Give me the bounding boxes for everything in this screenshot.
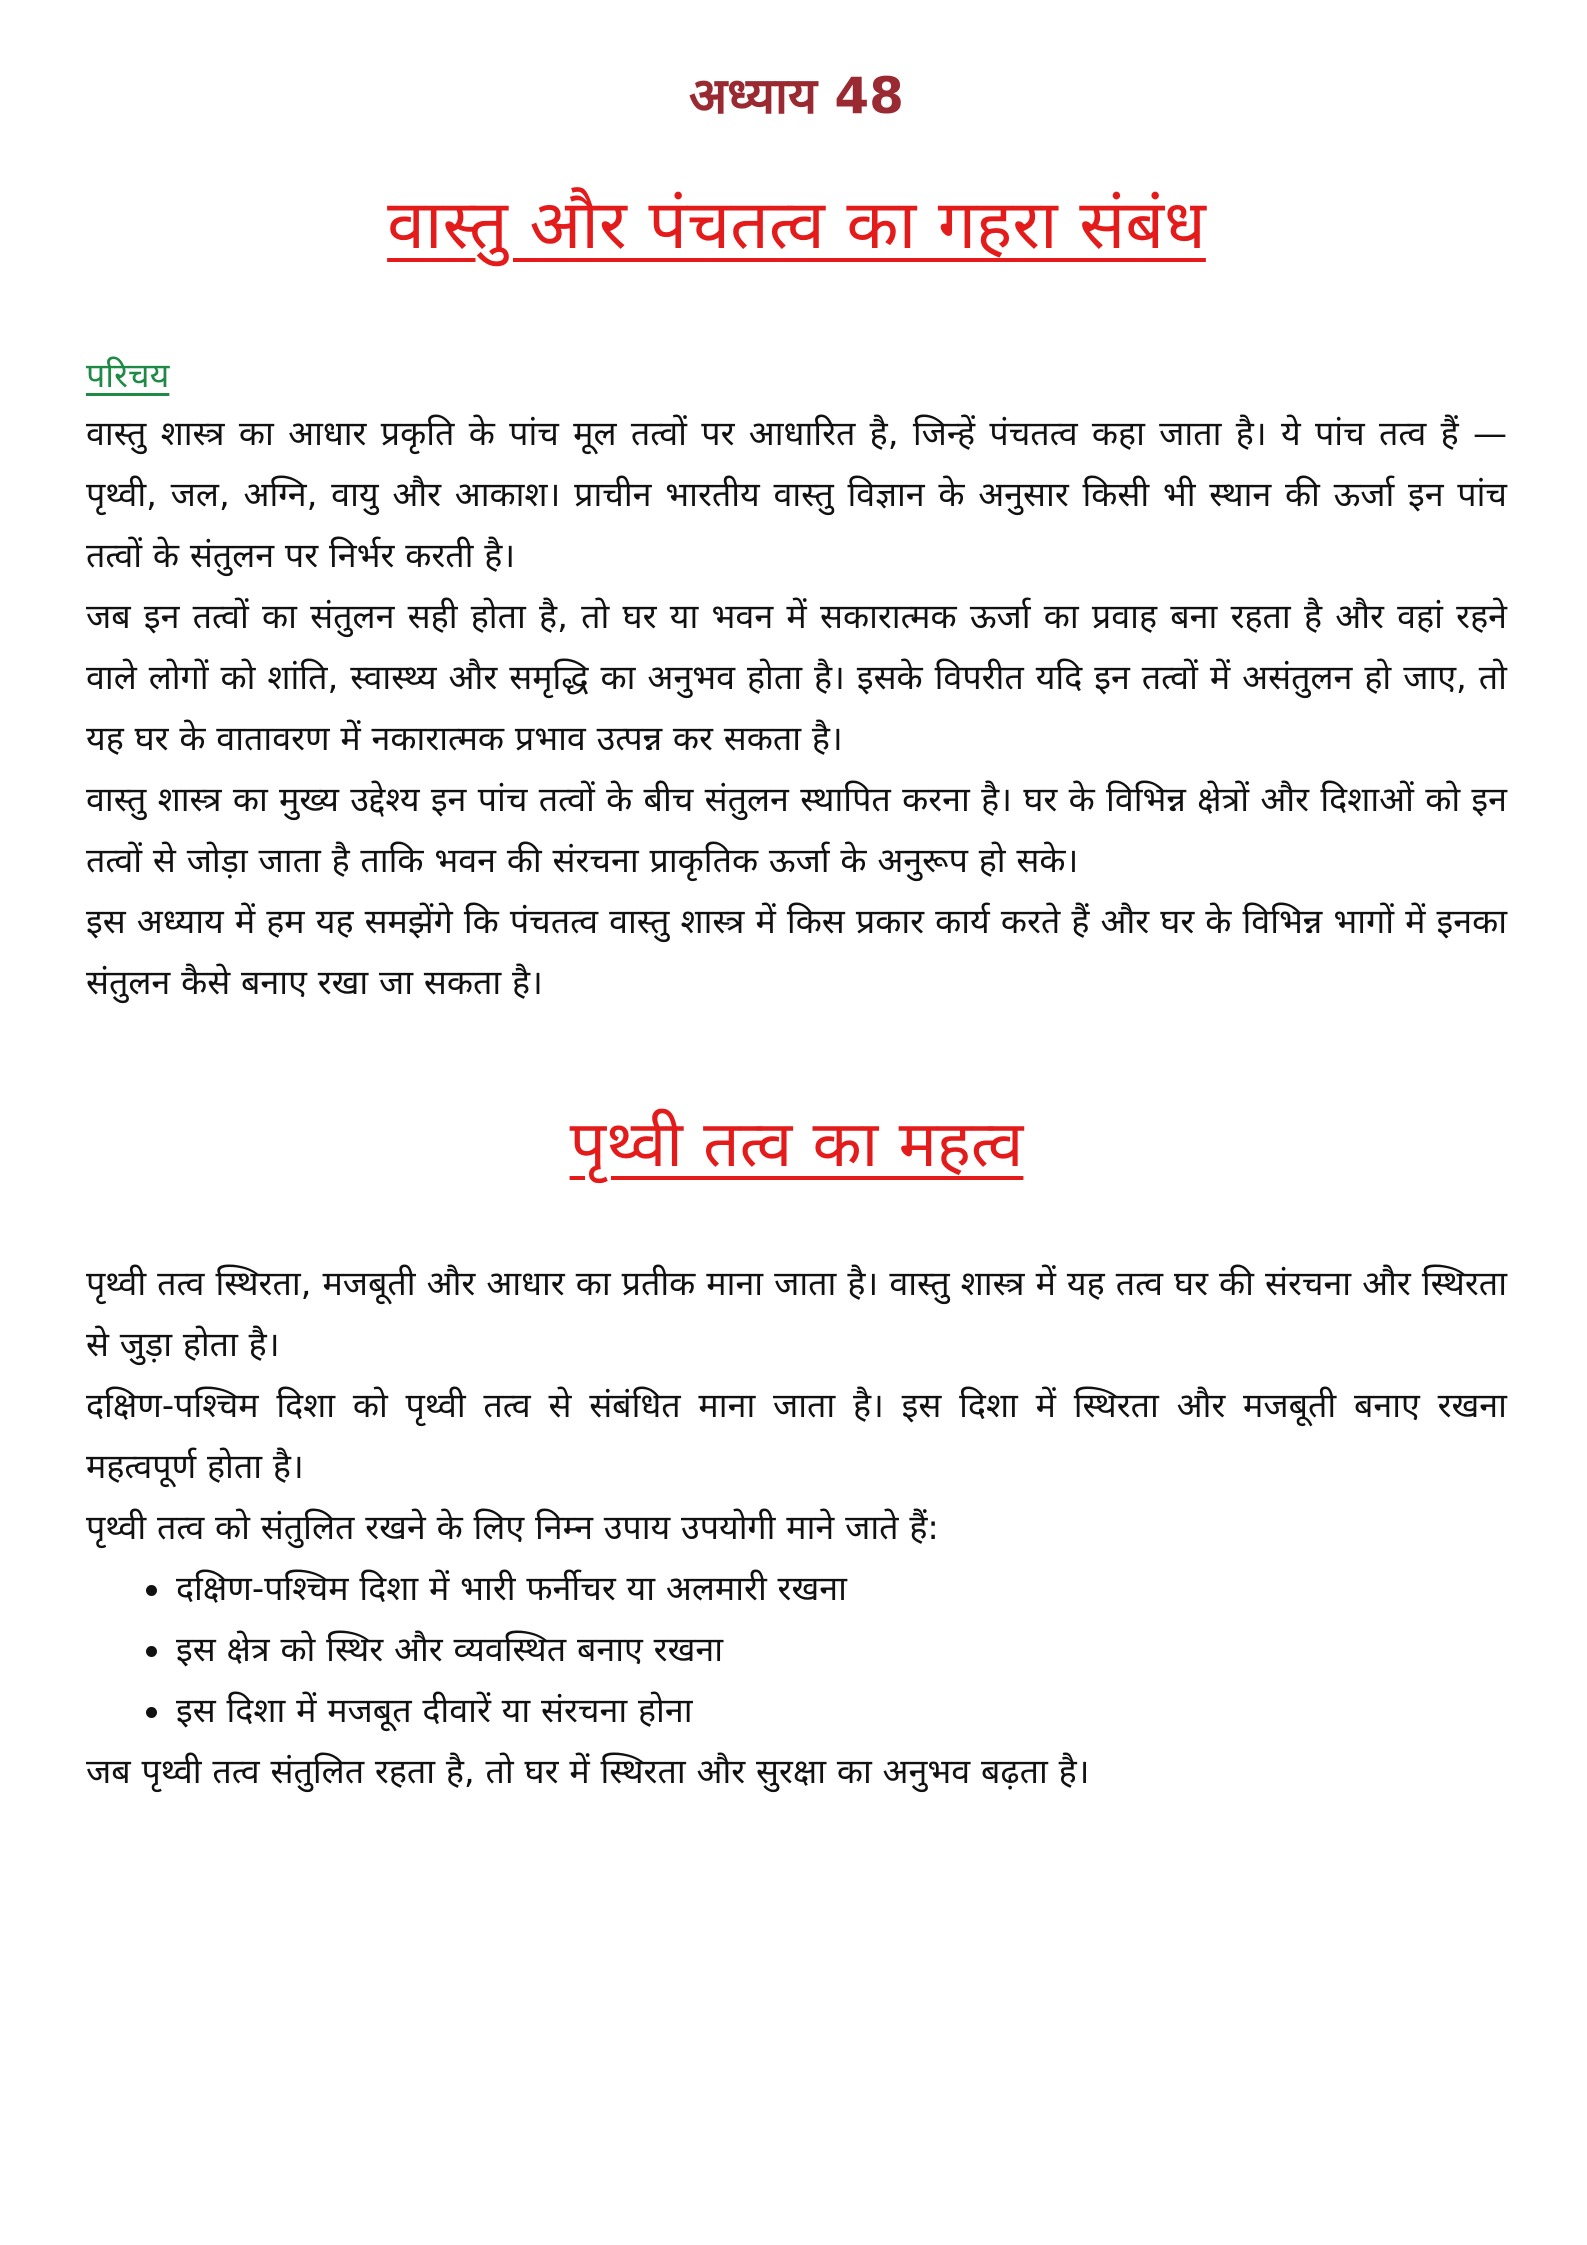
bullet-icon xyxy=(146,1707,157,1718)
list-item-text: दक्षिण-पश्चिम दिशा में भारी फर्नीचर या अलमारी रखना xyxy=(176,1569,847,1609)
list-item-text: इस क्षेत्र को स्थिर और व्यवस्थित बनाए रखना xyxy=(176,1630,724,1670)
list-item-text: इस दिशा में मजबूत दीवारें या संरचना होना xyxy=(176,1691,693,1731)
intro-paragraph-4: इस अध्याय में हम यह समझेंगे कि पंचतत्व वास्तु शास्त्र में किस प्रकार कार्य करते हैं और घर के विभिन्न भागों में इनका संतुलन कैसे बनाए रखा जा सकता है। xyxy=(86,902,1507,1003)
intro-paragraph-2: जब इन तत्वों का संतुलन सही होता है, तो घर या भवन में सकारात्मक ऊर्जा का प्रवाह बना रहता है और वहां रहने वाले लोगों को शांति, स्वास्थ्य और समृद्धि का अनुभव होता है। इसके विपरीत यदि इन तत्वों में असंतुलन हो जाए, तो यह घर के वातावरण में नकारात्मक प्रभाव उत्पन्न कर सकता है। xyxy=(86,597,1507,759)
list-item xyxy=(146,1681,1507,1742)
earth-paragraph-1: पृथ्वी तत्व स्थिरता, मजबूती और आधार का प्रतीक माना जाता है। वास्तु शास्त्र में यह तत्व घर की संरचना और स्थिरता से जुड़ा होता है। xyxy=(86,1264,1507,1365)
bullet-icon xyxy=(146,1585,157,1596)
earth-section-title: पृथ्वी तत्व का महत्व xyxy=(569,1108,1024,1182)
earth-remedy-list xyxy=(86,1559,1507,1742)
earth-paragraph-3: पृथ्वी तत्व को संतुलित रखने के लिए निम्न उपाय उपयोगी माने जाते हैं: xyxy=(86,1508,939,1548)
chapter-label: अध्याय 48 xyxy=(689,67,904,125)
chapter-title: वास्तु और पंचतत्व का गहरा संबंध xyxy=(387,186,1206,265)
list-item xyxy=(146,1559,1507,1620)
earth-paragraph-2: दक्षिण-पश्चिम दिशा को पृथ्वी तत्व से संबंधित माना जाता है। इस दिशा में स्थिरता और मजबूती बनाए रखना महत्वपूर्ण होता है। xyxy=(86,1386,1507,1487)
bullet-icon xyxy=(146,1646,157,1657)
list-item xyxy=(146,1620,1507,1681)
earth-closing-paragraph: जब पृथ्वी तत्व संतुलित रहता है, तो घर में स्थिरता और सुरक्षा का अनुभव बढ़ता है। xyxy=(86,1752,1090,1792)
intro-paragraph-1: वास्तु शास्त्र का आधार प्रकृति के पांच मूल तत्वों पर आधारित है, जिन्हें पंचतत्व कहा जाता है। ये पांच तत्व हैं — पृथ्वी, जल, अग्नि, वायु और आकाश। प्राचीन भारतीय वास्तु विज्ञान के अनुसार किसी भी स्थान की ऊर्जा इन पांच तत्वों के संतुलन पर निर्भर करती है। xyxy=(86,414,1507,576)
intro-paragraph-3: वास्तु शास्त्र का मुख्य उद्देश्य इन पांच तत्वों के बीच संतुलन स्थापित करना है। घर के विभिन्न क्षेत्रों और दिशाओं को इन तत्वों से जोड़ा जाता है ताकि भवन की संरचना प्राकृतिक ऊर्जा के अनुरूप हो सके। xyxy=(86,780,1507,881)
intro-heading: परिचय xyxy=(86,356,170,396)
